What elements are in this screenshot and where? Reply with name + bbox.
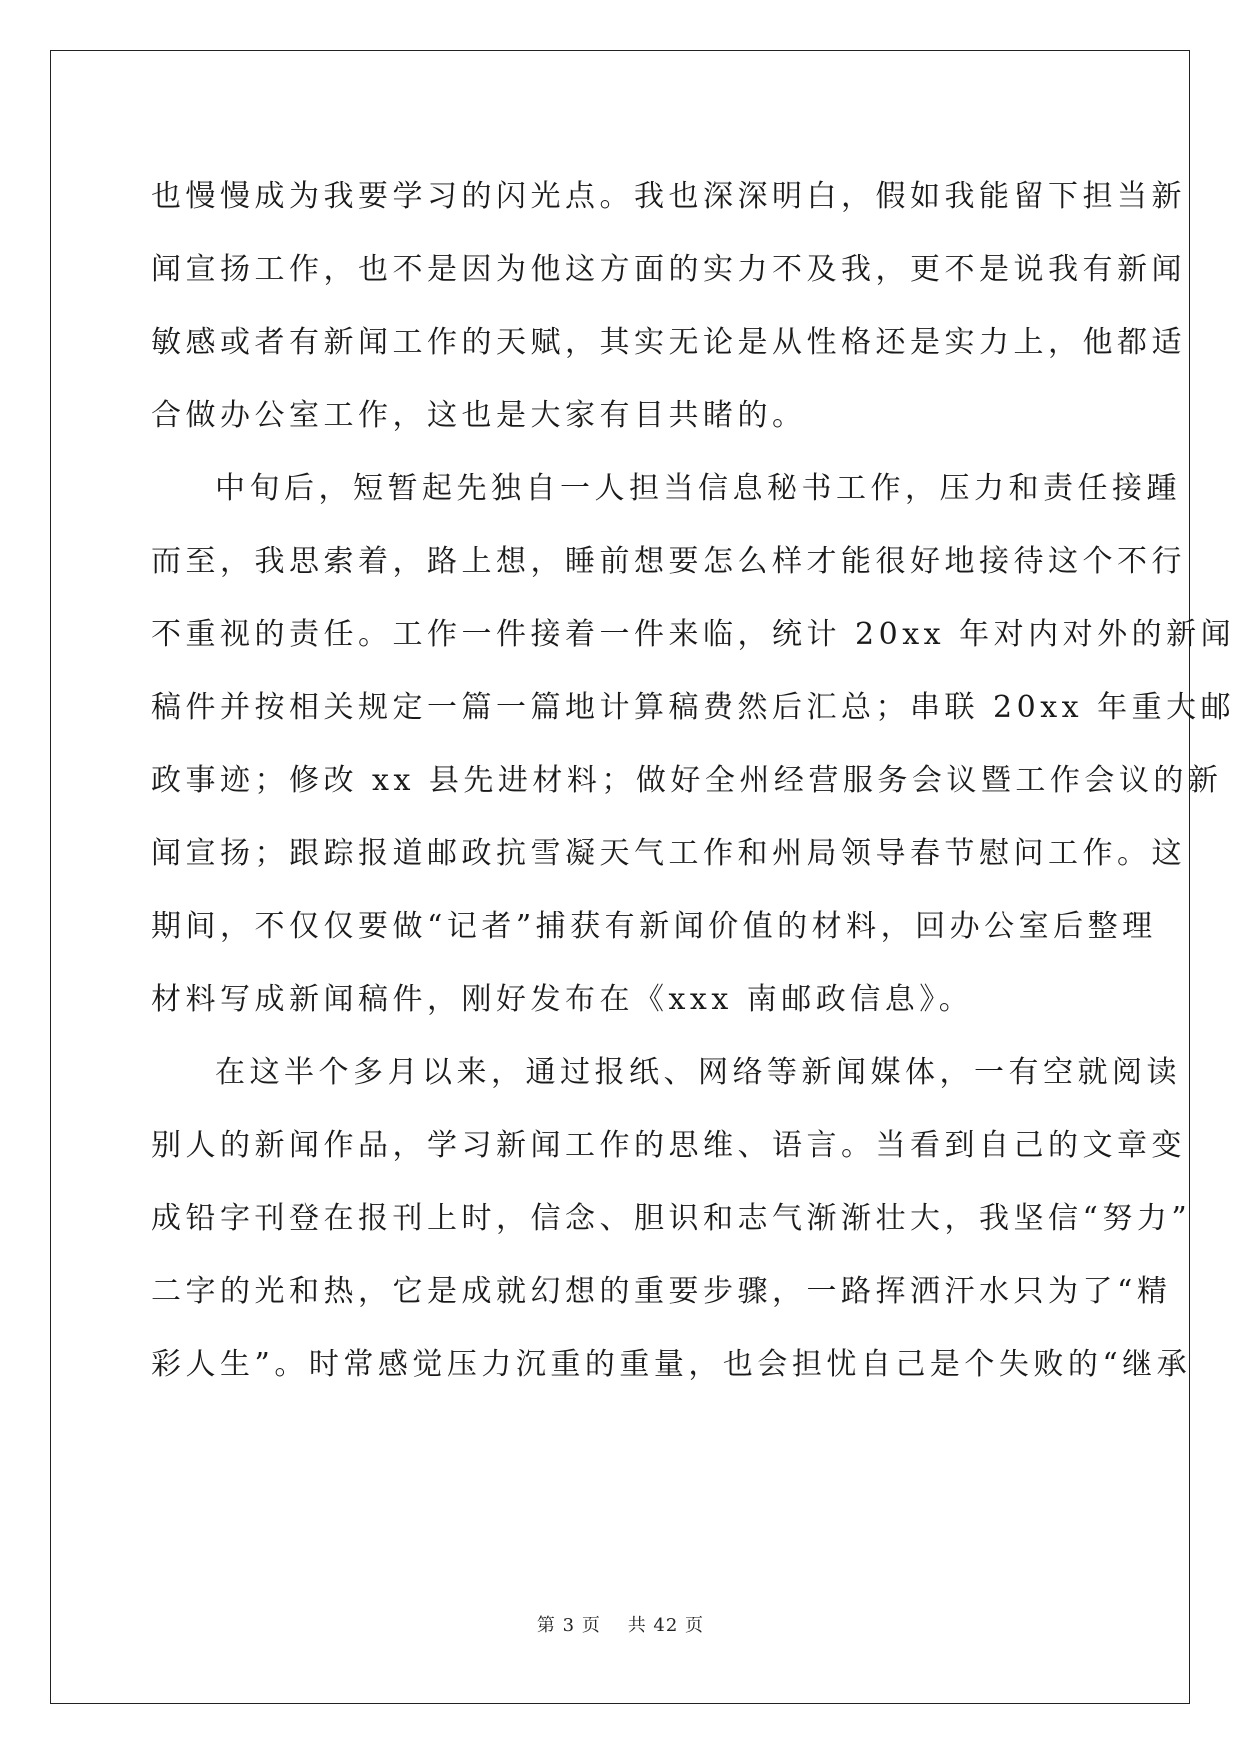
text-line: 二字的光和热，它是成就幻想的重要步骤，一路挥洒汗水只为了“精 (151, 1274, 1172, 1309)
text-line: 在这半个多月以来，通过报纸、网络等新闻媒体，一有空就阅读 (215, 1055, 1181, 1090)
text-line: 敏感或者有新闻工作的天赋，其实无论是从性格还是实力上，他都适 (151, 325, 1186, 360)
text-line: 闻宣扬；跟踪报道邮政抗雪凝天气工作和州局领导春节慰问工作。这 (151, 836, 1186, 871)
text-line: 不重视的责任。工作一件接着一件来临，统计 20xx 年对内对外的新闻 (151, 617, 1236, 652)
text-line: 材料写成新闻稿件，刚好发布在《xxx 南邮政信息》。 (151, 982, 974, 1017)
page-footer: 第 3 页 共 42 页 (536, 1615, 705, 1636)
text-line: 期间，不仅仅要做“记者”捕获有新闻价值的材料，回办公室后整理 (151, 909, 1157, 944)
text-line: 也慢慢成为我要学习的闪光点。我也深深明白，假如我能留下担当新 (151, 179, 1186, 214)
text-line: 成铅字刊登在报刊上时，信念、胆识和志气渐渐壮大，我坚信“努力” (151, 1201, 1192, 1236)
body-text (151, 160, 1236, 1401)
text-line: 彩人生”。时常感觉压力沉重的重量，也会担忧自己是个失败的“继承 (151, 1347, 1192, 1382)
text-line: 闻宣扬工作，也不是因为他这方面的实力不及我，更不是说我有新闻 (151, 252, 1186, 287)
text-line: 而至，我思索着，路上想，睡前想要怎么样才能很好地接待这个不行 (151, 544, 1186, 579)
text-line: 政事迹；修改 xx 县先进材料；做好全州经营服务会议暨工作会议的新 (151, 763, 1223, 798)
text-line: 中旬后，短暂起先独自一人担当信息秘书工作，压力和责任接踵 (215, 471, 1181, 506)
text-line: 别人的新闻作品，学习新闻工作的思维、语言。当看到自己的文章变 (151, 1128, 1186, 1163)
text-line: 稿件并按相关规定一篇一篇地计算稿费然后汇总；串联 20xx 年重大邮 (151, 690, 1236, 725)
text-line: 合做办公室工作，这也是大家有目共睹的。 (151, 398, 807, 433)
